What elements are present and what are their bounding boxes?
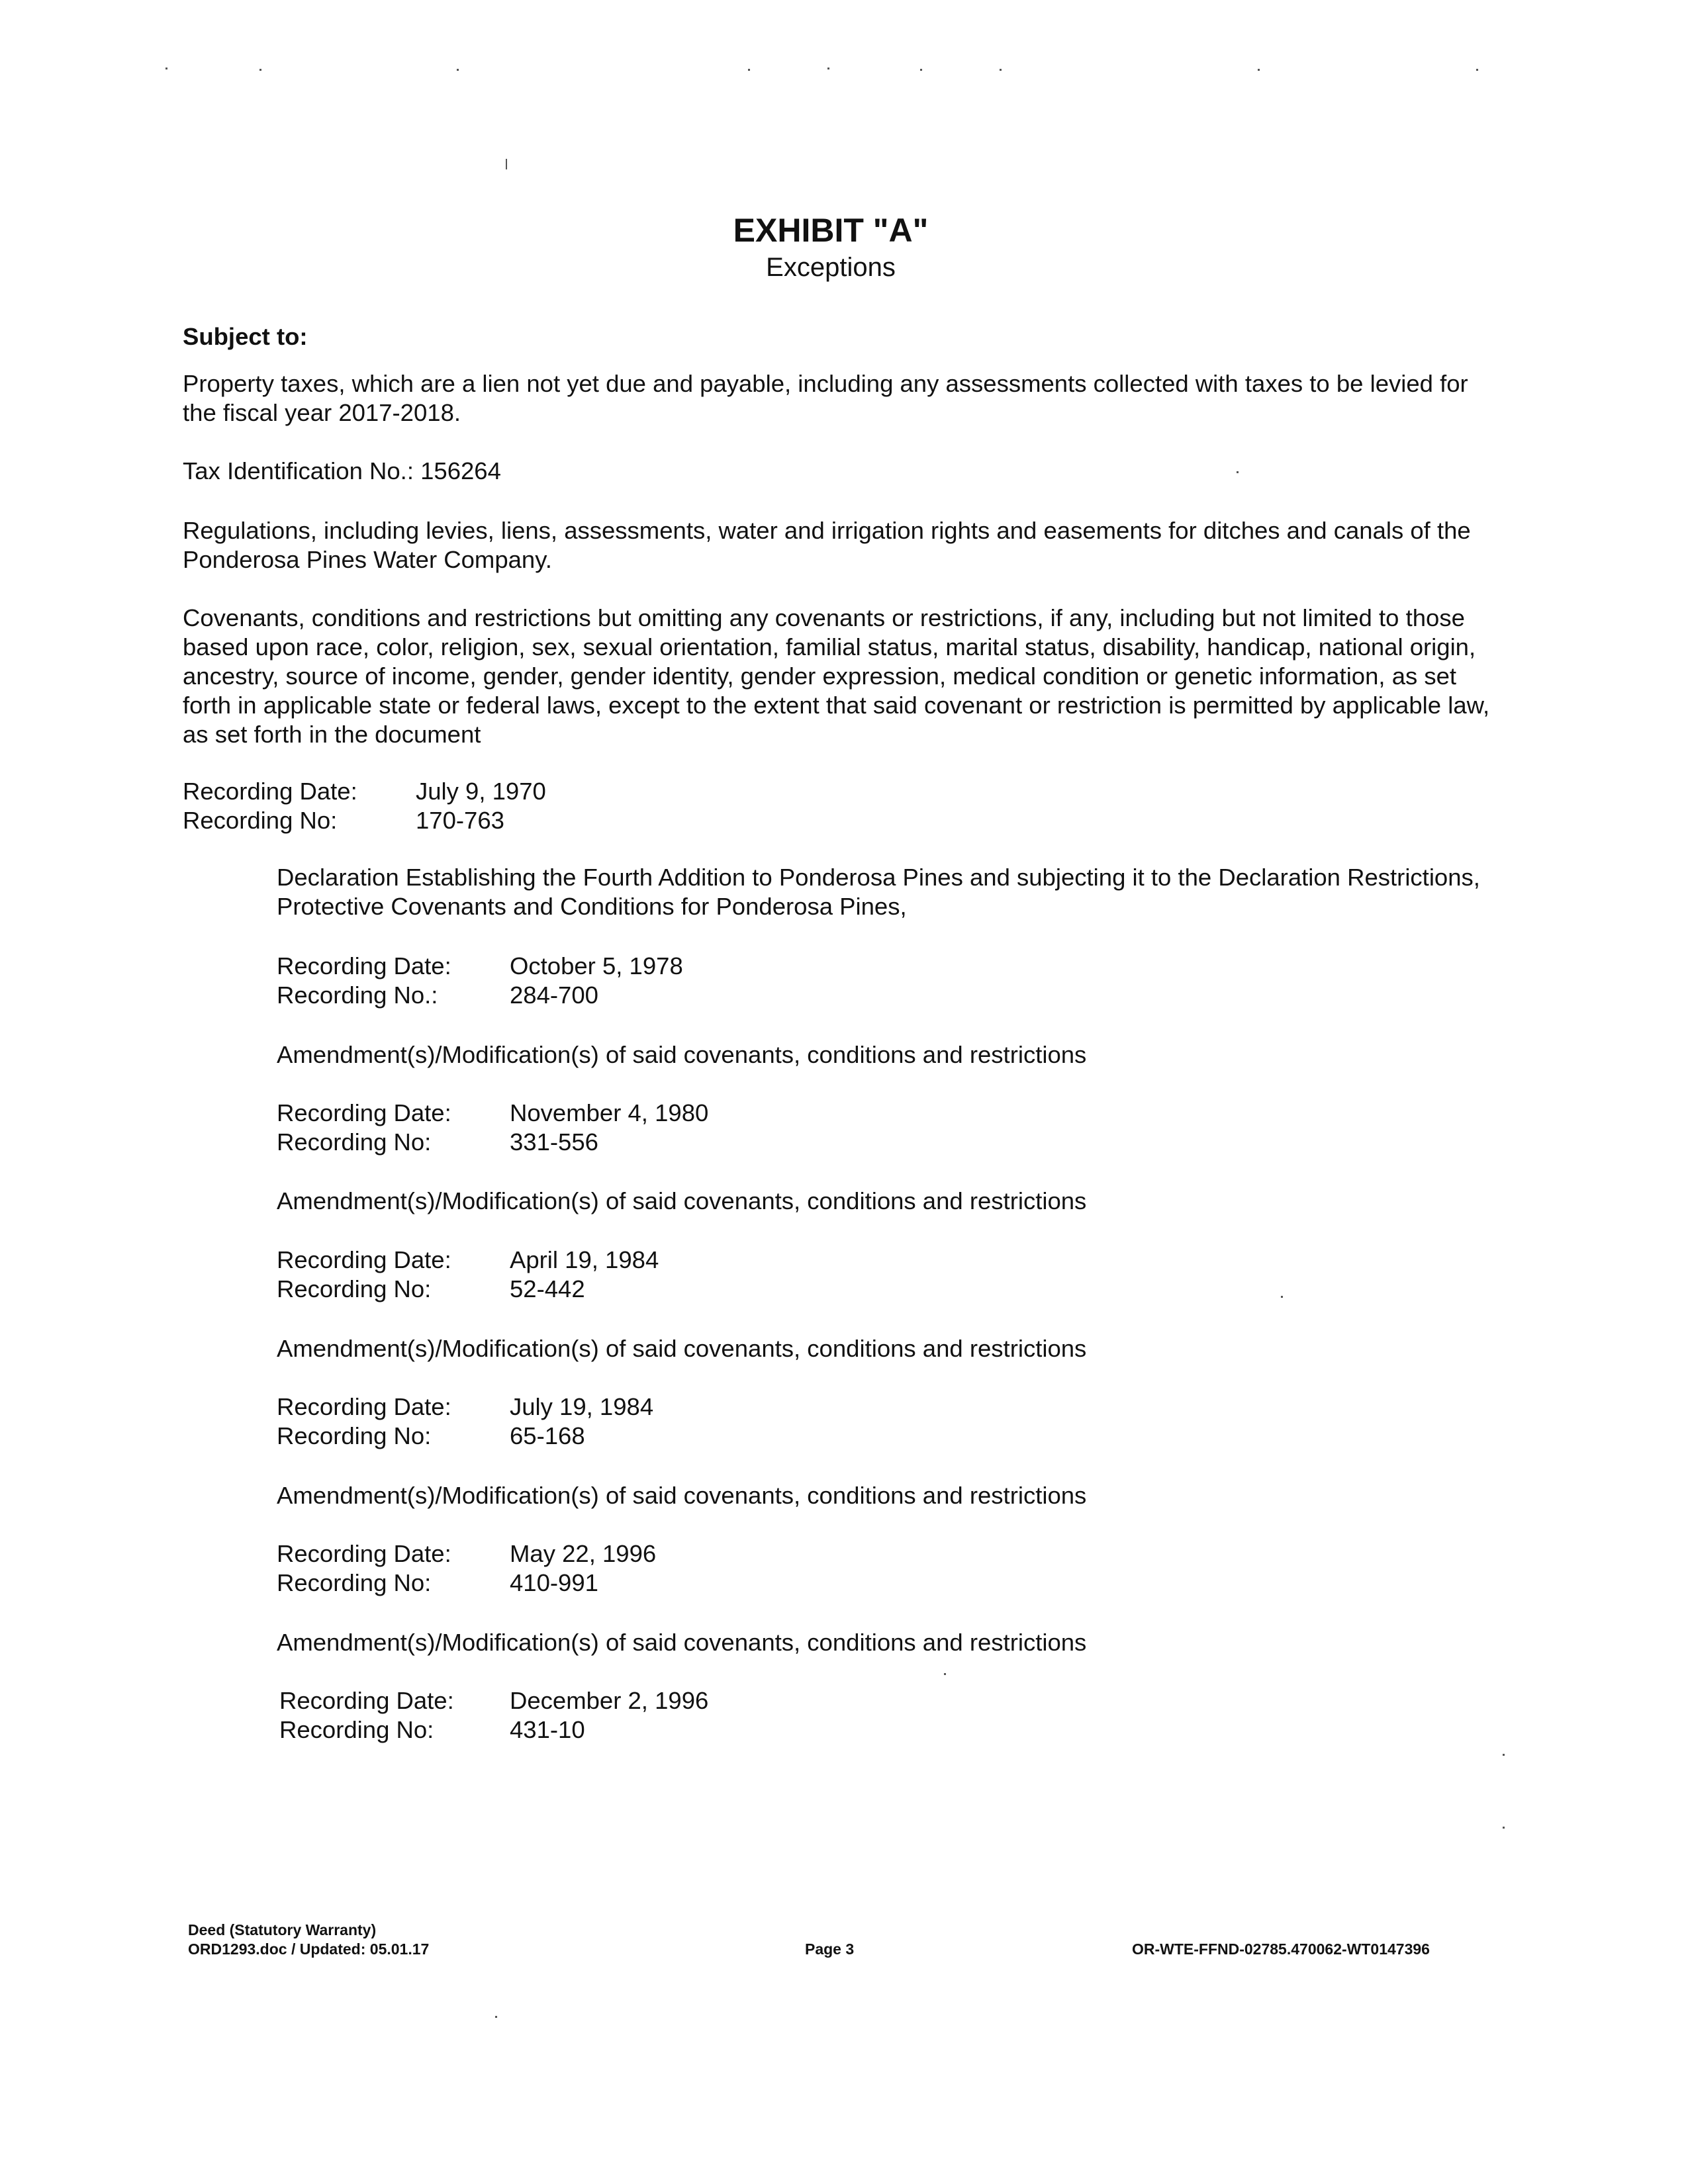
recording-no-value: 431-10: [510, 1716, 585, 1743]
recording-date-value: November 4, 1980: [510, 1099, 709, 1126]
scan-speck: [920, 69, 922, 71]
amendment-text: Amendment(s)/Modification(s) of said covenants, conditions and restrictions: [277, 1187, 1087, 1214]
scan-speck: [259, 69, 261, 71]
scan-speck: [495, 2016, 497, 2018]
recording-date-label: Recording Date:: [277, 952, 451, 979]
recording-no-value: 52-442: [510, 1275, 585, 1302]
subject-to-heading: Subject to:: [183, 323, 308, 350]
recording-date-value: July 19, 1984: [510, 1393, 654, 1420]
recording-no-label: Recording No.:: [277, 981, 438, 1009]
amendment-text: Amendment(s)/Modification(s) of said covenants, conditions and restrictions: [277, 1041, 1087, 1068]
recording-no-label: Recording No:: [277, 1569, 432, 1596]
scan-speck: [1503, 1827, 1505, 1829]
recording-date-value: October 5, 1978: [510, 952, 683, 979]
recording-date-label: Recording Date:: [277, 1246, 451, 1273]
recording-date-value: May 22, 1996: [510, 1540, 657, 1567]
covenants-paragraph: Covenants, conditions and restrictions but omitting any covenants or restrictions, if any, including but not limited to those based upon race, color, religion, sex, sexual orientation, familial status, marital status, disability, handicap, national origin, ancestry, source of income, gender, gender identity, gender expression, medical condition or genetic information, as set forth in applicable state or federal laws, except to the extent that said covenant or restriction is permitted by applicable law, as set forth in the document: [183, 604, 1490, 748]
recording-no-value: 170-763: [416, 807, 504, 834]
amendment-text: Amendment(s)/Modification(s) of said covenants, conditions and restrictions: [277, 1335, 1087, 1362]
recording-date-label: Recording Date:: [277, 1099, 451, 1126]
recording-no-label: Recording No:: [277, 1128, 432, 1156]
scan-speck: [165, 68, 167, 69]
exhibit-subtitle: Exceptions: [766, 253, 896, 282]
recording-no-label: Recording No:: [277, 1422, 432, 1449]
amendment-text: Amendment(s)/Modification(s) of said covenants, conditions and restrictions: [277, 1482, 1087, 1509]
footer-page-number: Page 3: [805, 1940, 855, 1958]
scan-speck: [1000, 69, 1002, 71]
recording-no-value: 65-168: [510, 1422, 585, 1449]
scan-speck: [457, 69, 459, 71]
footer-doc-type: Deed (Statutory Warranty): [188, 1921, 377, 1938]
scan-speck: [1281, 1296, 1283, 1298]
scan-speck: [944, 1673, 946, 1675]
tax-id-line: Tax Identification No.: 156264: [183, 457, 501, 484]
recording-date-value: December 2, 1996: [510, 1687, 709, 1714]
exhibit-title: EXHIBIT "A": [733, 212, 929, 249]
recording-date-label: Recording Date:: [277, 1540, 451, 1567]
footer-reference-code: OR-WTE-FFND-02785.470062-WT0147396: [1132, 1940, 1430, 1958]
regulations-paragraph: Regulations, including levies, liens, assessments, water and irrigation rights and easements for ditches and canals of the Ponderosa Pines Water Company.: [183, 517, 1471, 573]
scan-speck: [1258, 69, 1260, 71]
recording-date-label: Recording Date:: [279, 1687, 454, 1714]
recording-date-value: April 19, 1984: [510, 1246, 659, 1273]
scan-speck: [506, 159, 507, 169]
recording-date-value: July 9, 1970: [416, 778, 546, 805]
recording-no-value: 410-991: [510, 1569, 598, 1596]
scan-speck: [1503, 1754, 1505, 1756]
recording-no-value: 284-700: [510, 981, 598, 1009]
declaration-paragraph: Declaration Establishing the Fourth Addition to Ponderosa Pines and subjecting it to the Declaration Restrictions, Protective Covenants and Conditions for Ponderosa Pines,: [277, 864, 1480, 920]
recording-date-label: Recording Date:: [277, 1393, 451, 1420]
scan-speck: [1476, 69, 1478, 71]
recording-no-value: 331-556: [510, 1128, 598, 1156]
recording-no-label: Recording No:: [277, 1275, 432, 1302]
property-taxes-paragraph: Property taxes, which are a lien not yet due and payable, including any assessments collected with taxes to be levied for the fiscal year 2017-2018.: [183, 370, 1468, 426]
scan-speck: [827, 68, 829, 69]
recording-date-label: Recording Date:: [183, 778, 357, 805]
recording-no-label: Recording No:: [183, 807, 338, 834]
recording-no-label: Recording No:: [279, 1716, 434, 1743]
footer-doc-file: ORD1293.doc / Updated: 05.01.17: [188, 1940, 430, 1958]
amendment-text: Amendment(s)/Modification(s) of said covenants, conditions and restrictions: [277, 1629, 1087, 1656]
scan-speck: [748, 69, 750, 71]
